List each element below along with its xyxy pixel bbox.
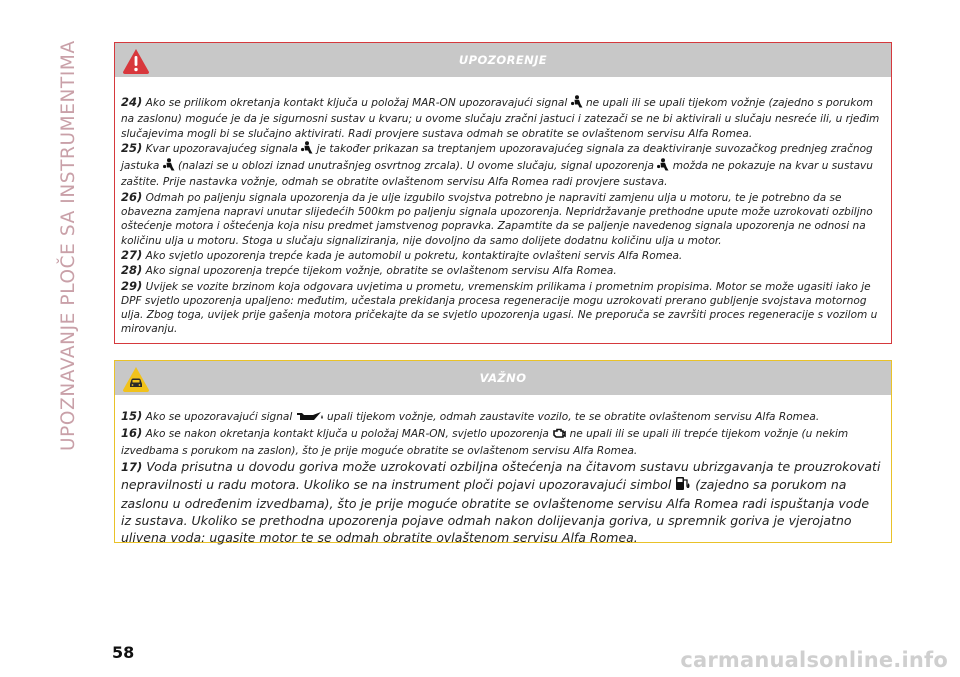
important-item-16: 16) Ako se nakon okretanja kontakt ključa u položaj MAR-ON, svjetlo upozorenja ne upali ili se upali ili trepće tijekom vožnje (u nekim izvedbama s porukom na zaslon), što je prije moguće obratite se ovlaštenom servisu Alfa Romea. (121, 426, 849, 457)
important-item-17: 17) Voda prisutna u dovodu goriva može uzrokovati ozbiljna oštećenja na čitavom sustavu ubrizgavanja te prouzrokovati nepravilnosti u radu motora. Ukoliko se na instrument ploči pojavi upozoravajući simbol (zajedno sa porukom na zaslonu u određenim izvedbama), što je prije moguće obratite se ovlaštenome servisu Alfa Romea radi ispuštanja vode iz sustava. Ukoliko se prethodna upozorenja pojave odmah nakon dolijevanja goriva, u spremnik goriva je vjerojatno ulivena voda: ugasite motor te se odmah obratite ovlaštenom servisu Alfa Romea. (121, 458, 881, 545)
warning-body (115, 77, 891, 337)
important-box (114, 360, 892, 543)
passenger-airbag-off-icon (163, 158, 175, 175)
airbag-warning-icon (657, 158, 669, 175)
warning-title: UPOZORENJE (458, 53, 548, 67)
airbag-warning-icon (301, 141, 313, 158)
watermark: carmanualsonline.info (680, 648, 948, 672)
page-number: 58 (112, 643, 135, 662)
airbag-warning-icon (571, 95, 583, 112)
engine-check-icon (552, 428, 566, 443)
important-item-15: 15) Ako se upozoravajući signal upali tijekom vožnje, odmah zaustavite vozilo, te se obratite ovlaštenom servisu Alfa Romea. (121, 409, 883, 426)
water-in-fuel-icon (675, 476, 691, 495)
side-section-title: UPOZNAVANJE PLOČE SA INSTRUMENTIMA (58, 40, 79, 451)
warning-item-26: 26) Odmah po paljenju signala upozorenja da je ulje izgubilo svojstva potrebno je napraviti zamjenu ulja u motoru, te je potrebno da se obavezna zamjena napravi unutar slijedećih 500km po paljenju signala upozorenja. Nepridržavanje prethodne upute može uzrokovati ozbiljno oštećenje motora i oštećenja koja nisu predmet jamstvenog popravka. Zapamtite da se paljenje navedenog signala upozorenja ne odnosi na količinu ulja u motoru. Stoga u slučaju signaliziranja, nije dovoljno da samo dolijete dodatnu količinu ulja u motor. (121, 189, 873, 247)
warning-item-29: 29) Uvijek se vozite brzinom koja odgovara uvjetima u prometu, vremenskim prilikama i prometnim propisima. Motor se može ugasiti iako je DPF svjetlo upozorenja upaljeno: međutim, učestala prekidanja procesa regeneracije mogu uzrokovati prerano gubljenje svojstava motornog ulja. Zbog toga, uvijek prije gašenja motora pričekajte da se svjetlo upozorenja ugasi. Ne preporuča se završiti proces regeneracije s vozilom u mirovanju. (121, 278, 878, 336)
warning-item-27: 27) Ako svjetlo upozorenja trepće kada je automobil u pokretu, kontaktirajte ovlašteni servis Alfa Romea. (121, 247, 683, 262)
warning-item-24: 24) Ako se prilikom okretanja kontakt ključa u položaj MAR-ON upozoravajući signal ne upali ili se upali tijekom vožnje (zajedno s porukom na zaslonu) moguće je da je sigurnosni sustav u kvaru; u ovome slučaju zračni jastuci i zatezači se ne bi aktivirali u slučaju nesreće ili, u rjeđim slučajevima mogli bi se slučajno aktivirati. Radi provjere sustava odmah se obratite se ovlaštenom servisu Alfa Romea. (121, 95, 880, 140)
important-body (115, 395, 891, 546)
important-header (115, 361, 891, 395)
warning-item-28: 28) Ako signal upozorenja trepće tijekom vožnje, obratite se ovlaštenom servisu Alfa Romea. (121, 263, 617, 278)
important-title: VAŽNO (479, 371, 527, 385)
warning-header (115, 43, 891, 77)
warning-box (114, 42, 892, 344)
warning-item-25: 25) Kvar upozoravajućeg signala je također prikazan sa treptanjem upozoravajućeg signala za deaktiviranje suvozačkog prednjeg zračnog jastuka (nalazi se u oblozi iznad unutrašnjeg osvrtnog zrcala). U ovome slučaju, signal upozorenja možda ne pokazuje na kvar u sustavu zaštite. Prije nastavka vožnje, odmah se obratite ovlaštenom servisu Alfa Romea radi provjere sustava. (121, 140, 873, 189)
oil-pressure-icon (296, 410, 324, 426)
